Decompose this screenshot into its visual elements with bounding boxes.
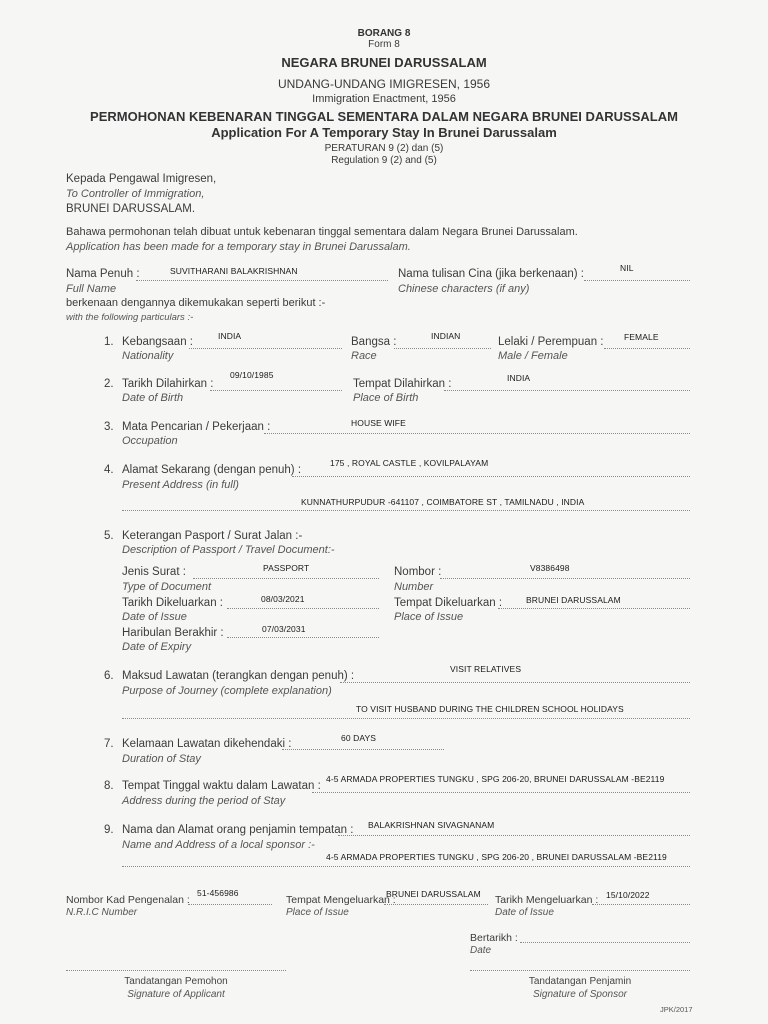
nric-date-label: Tarikh Mengeluarkan : [495,894,599,906]
addressee-line3: BRUNEI DARUSSALAM. [66,203,196,215]
stay-address-line [312,792,690,793]
chinese-name-label: Nama tulisan Cina (jika berkenaan) : [398,268,585,280]
nric-date-label-en: Date of Issue [495,907,554,918]
sex-label: Lelaki / Perempuan : [498,336,604,348]
passport-number-label-en: Number [394,581,434,593]
passport-number-line [440,578,690,579]
sex-value[interactable]: FEMALE [624,332,659,342]
issue-date-line [227,608,379,609]
addressee-line2: To Controller of Immigration, [66,188,205,200]
issue-date-label: Tarikh Dikeluarkan : [122,597,223,609]
expiry-line [227,637,379,638]
race-line [394,348,491,349]
item-number-3: 3. [104,421,114,433]
duration-line [282,749,444,750]
chinese-name-label-en: Chinese characters (if any) [398,283,530,295]
nric-place-value[interactable]: BRUNEI DARUSSALAM [386,889,481,899]
occupation-value[interactable]: HOUSE WIFE [351,418,406,428]
issue-place-label-en: Place of Issue [394,611,464,623]
full-name-line [136,280,388,281]
passport-number-label: Nombor : [394,566,442,578]
nric-label: Nombor Kad Pengenalan : [66,894,190,906]
full-name-label: Nama Penuh : [66,268,140,280]
full-name-label-en: Full Name [66,283,117,295]
sponsor-address-line [122,866,690,867]
address-value-1[interactable]: 175 , ROYAL CASTLE , KOVILPALAYAM [330,458,489,468]
expiry-value[interactable]: 07/03/2031 [262,624,306,634]
occupation-label-en: Occupation [122,435,178,447]
issue-place-label: Tempat Dikeluarkan : [394,597,503,609]
intro-text-en: Application has been made for a temporary stay in Brunei Darussalam. [66,241,411,253]
occupation-label: Mata Pencarian / Pekerjaan : [122,421,271,433]
doc-type-line [193,578,379,579]
item-number-1: 1. [104,336,114,348]
applicant-signature-label-en: Signature of Applicant [127,989,225,1000]
stay-address-value[interactable]: 4-5 ARMADA PROPERTIES TUNGKU , SPG 206-20, BRUNEI DARUSSALAM -BE2119 [326,774,665,784]
address-label-en: Present Address (in full) [122,479,239,491]
nric-place-label: Tempat Mengeluarkan : [286,894,396,906]
nationality-value[interactable]: INDIA [218,331,242,341]
nric-date-line [592,904,690,905]
item-number-8: 8. [104,780,114,792]
regulation: PERATURAN 9 (2) dan (5) [324,143,444,154]
act-title: UNDANG-UNDANG IMIGRESEN, 1956 [277,77,491,91]
nric-place-line [384,904,488,905]
form-code: JPK/2017 [660,1005,693,1014]
item-number-9: 9. [104,824,114,836]
regulation-en: Regulation 9 (2) and (5) [331,155,437,166]
pob-label: Tempat Dilahirkan : [353,378,452,390]
pob-value[interactable]: INDIA [507,373,531,383]
address-label: Alamat Sekarang (dengan penuh) : [122,464,302,476]
sponsor-label-en: Name and Address of a local sponsor :- [122,839,315,851]
duration-label-en: Duration of Stay [122,753,201,765]
address-line-1 [292,476,690,477]
purpose-label-en: Purpose of Journey (complete explanation) [122,685,332,697]
dob-label-en: Date of Birth [122,392,184,404]
form-number: BORANG 8 [357,28,411,39]
chinese-name-value[interactable]: NIL [620,263,634,273]
purpose-line-1 [340,682,690,683]
passport-label-en: Description of Passport / Travel Document:- [122,544,335,556]
issue-date-label-en: Date of Issue [122,611,187,623]
passport-label: Keterangan Pasport / Surat Jalan :- [122,530,303,542]
issue-date-value[interactable]: 08/03/2021 [261,594,305,604]
sponsor-label: Nama dan Alamat orang penjamin tempatan : [122,824,354,836]
dated-label: Bertarikh : [470,932,518,944]
sponsor-signature-label-en: Signature of Sponsor [533,989,627,1000]
sex-label-en: Male / Female [498,350,568,362]
item-number-7: 7. [104,738,114,750]
doc-type-value[interactable]: PASSPORT [263,563,310,573]
doc-type-label-en: Type of Document [122,581,212,593]
dob-label: Tarikh Dilahirkan : [122,378,214,390]
occupation-line [264,433,690,434]
nationality-label-en: Nationality [122,350,174,362]
form-title-en: Application For A Temporary Stay In Brunei Darussalam [211,125,557,140]
item-number-2: 2. [104,378,114,390]
issue-place-line [498,608,690,609]
item-number-4: 4. [104,464,114,476]
nric-value[interactable]: 51-456986 [197,888,239,898]
duration-value[interactable]: 60 DAYS [341,733,377,743]
sponsor-address-value[interactable]: 4-5 ARMADA PROPERTIES TUNGKU , SPG 206-20 , BRUNEI DARUSSALAM -BE2119 [326,852,667,862]
nric-label-en: N.R.I.C Number [66,907,138,918]
pob-label-en: Place of Birth [353,392,419,404]
sponsor-signature-line[interactable] [470,970,690,971]
dated-line [520,942,690,943]
address-value-2[interactable]: KUNNATHURPUDUR -641107 , COIMBATORE ST , TAMILNADU , INDIA [301,497,585,507]
full-name-value[interactable]: SUVITHARANI BALAKRISHNAN [170,266,298,276]
sponsor-signature-label: Tandatangan Penjamin [528,976,632,987]
country-title: NEGARA BRUNEI DARUSSALAM [281,55,487,70]
applicant-signature-label: Tandatangan Pemohon [124,976,228,987]
addressee-line1: Kepada Pengawal Imigresen, [66,173,217,185]
chinese-name-line [584,280,690,281]
stay-address-label-en: Address during the period of Stay [122,795,286,807]
sex-line [604,348,690,349]
race-value[interactable]: INDIAN [431,331,461,341]
dob-value[interactable]: 09/10/1985 [230,370,274,380]
item-number-5: 5. [104,530,114,542]
intro-text: Bahawa permohonan telah dibuat untuk kebenaran tinggal sementara dalam Negara Brunei Darussalam. [66,226,578,238]
dob-line [210,390,342,391]
nric-line [188,904,272,905]
duration-label: Kelamaan Lawatan dikehendaki : [122,738,292,750]
applicant-signature-line[interactable] [66,970,286,971]
race-label: Bangsa : [351,336,397,348]
doc-type-label: Jenis Surat : [122,566,186,578]
item-number-6: 6. [104,670,114,682]
race-label-en: Race [351,350,377,362]
nric-date-value[interactable]: 15/10/2022 [606,890,650,900]
dated-label-en: Date [470,945,492,956]
pob-line [444,390,690,391]
expiry-label-en: Date of Expiry [122,641,192,653]
nric-place-label-en: Place of Issue [286,907,349,918]
expiry-label: Haribulan Berakhir : [122,627,224,639]
particulars-text-en: with the following particulars :- [66,312,194,323]
nationality-line [189,348,342,349]
form-number-en: Form 8 [368,39,400,50]
issue-place-value[interactable]: BRUNEI DARUSSALAM [526,595,621,605]
particulars-text: berkenaan dengannya dikemukakan seperti berikut :- [66,297,326,309]
address-line-2 [122,510,690,511]
nationality-label: Kebangsaan : [122,336,193,348]
sponsor-name-line [338,835,690,836]
sponsor-name-value[interactable]: BALAKRISHNAN SIVAGNANAM [368,820,495,830]
act-title-en: Immigration Enactment, 1956 [312,93,456,105]
passport-number-value[interactable]: V8386498 [530,563,570,573]
purpose-label: Maksud Lawatan (terangkan dengan penuh) : [122,670,355,682]
purpose-value-2[interactable]: TO VISIT HUSBAND DURING THE CHILDREN SCHOOL HOLIDAYS [356,704,624,714]
purpose-line-2 [122,718,690,719]
stay-address-label: Tempat Tinggal waktu dalam Lawatan : [122,780,321,792]
form-title: PERMOHONAN KEBENARAN TINGGAL SEMENTARA DALAM NEGARA BRUNEI DARUSSALAM [90,109,678,124]
purpose-value-1[interactable]: VISIT RELATIVES [450,664,522,674]
